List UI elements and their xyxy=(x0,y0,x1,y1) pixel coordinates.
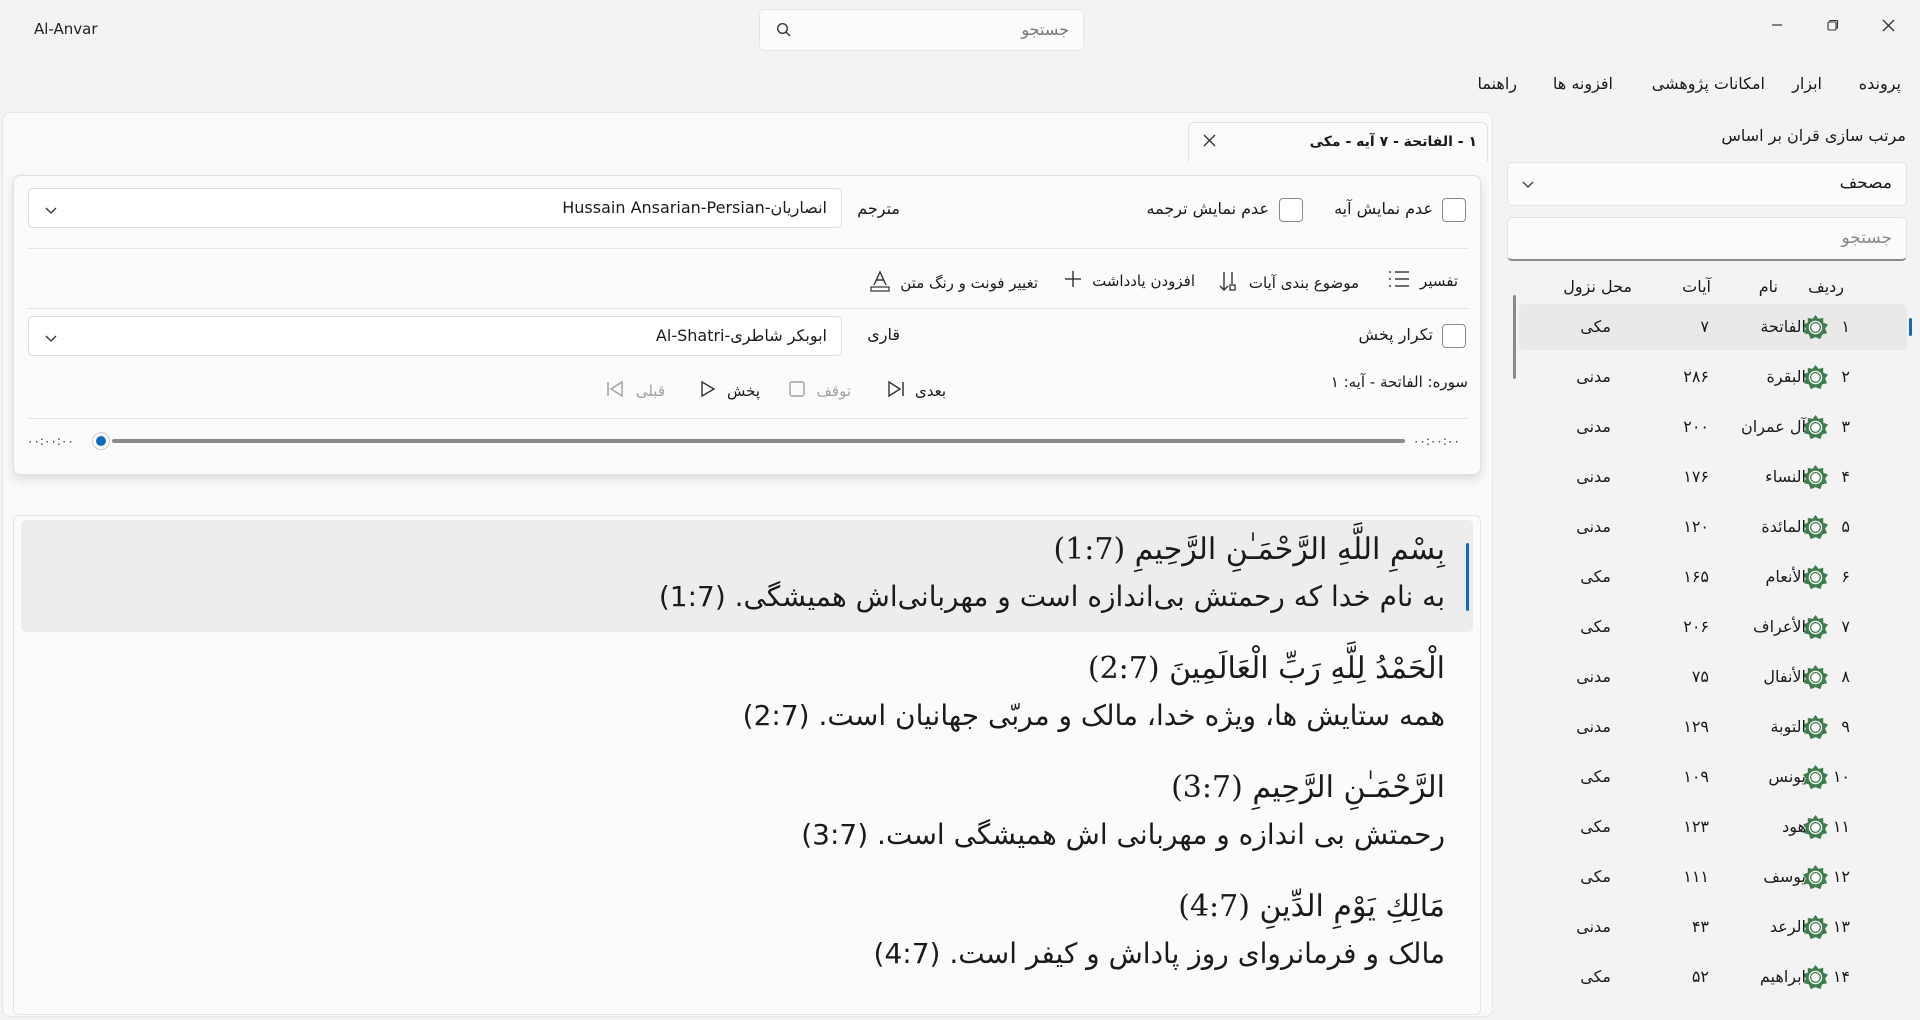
verse-item[interactable] xyxy=(21,877,1473,989)
next-label: بعدی xyxy=(914,382,946,400)
surah-search-input[interactable] xyxy=(1507,217,1907,261)
surah-row[interactable] xyxy=(1519,854,1907,900)
font-color-button[interactable] xyxy=(870,270,1038,296)
surah-ayat-count: ۱۱۱ xyxy=(1683,867,1709,886)
surah-rank: ۸ xyxy=(1841,667,1850,686)
column-header-rank[interactable]: ردیف xyxy=(1808,277,1844,296)
topics-button[interactable] xyxy=(1219,270,1359,296)
surah-ayat-count: ۲۰۰ xyxy=(1683,417,1709,436)
surah-revelation-place: مدنی xyxy=(1576,517,1611,536)
close-icon xyxy=(1882,19,1895,32)
seek-track[interactable] xyxy=(112,439,1405,443)
surah-revelation-place: مکی xyxy=(1580,567,1611,586)
sidebar-scrollbar[interactable] xyxy=(1513,295,1516,379)
surah-row[interactable] xyxy=(1519,754,1907,800)
stop-button[interactable] xyxy=(788,380,851,402)
chevron-down-icon xyxy=(45,203,57,219)
surah-revelation-place: مکی xyxy=(1580,767,1611,786)
divider xyxy=(28,418,1468,419)
surah-rank: ۱۰ xyxy=(1832,767,1850,786)
hide-ayah-checkbox[interactable] xyxy=(1442,198,1466,222)
time-elapsed: ۰۰:۰۰:۰۰ xyxy=(27,434,74,448)
topics-label: موضوع بندی آیات xyxy=(1248,274,1359,292)
surah-revelation-place: مدنی xyxy=(1576,717,1611,736)
surah-revelation-place: مدنی xyxy=(1576,417,1611,436)
surah-row[interactable] xyxy=(1519,304,1907,350)
surah-name: هود xyxy=(1782,817,1806,836)
surah-ayat-count: ۱۲۰ xyxy=(1683,517,1709,536)
surah-rank: ۳ xyxy=(1841,417,1850,436)
verse-arabic: مَالِكِ يَوْمِ الدِّينِ (4:7) xyxy=(1178,889,1445,924)
surah-emblem-icon xyxy=(1802,364,1829,391)
surah-revelation-place: مدنی xyxy=(1576,667,1611,686)
column-header-ayat[interactable]: آیات xyxy=(1682,277,1711,296)
close-tab-icon[interactable] xyxy=(1203,134,1216,151)
translator-value: انصاریان-Hussain Ansarian-Persian xyxy=(562,198,827,217)
surah-ayat-count: ۵۲ xyxy=(1691,967,1709,986)
surah-name: یوسف xyxy=(1763,867,1806,886)
surah-row[interactable] xyxy=(1519,904,1907,950)
restore-icon xyxy=(1827,19,1839,31)
play-icon xyxy=(699,380,717,402)
surah-revelation-place: مکی xyxy=(1580,317,1611,336)
sort-icon xyxy=(1219,270,1239,296)
reciter-label: قاری xyxy=(867,325,900,344)
verse-list xyxy=(13,515,1481,1015)
chevron-down-icon xyxy=(1522,177,1534,193)
surah-rank: ۹ xyxy=(1841,717,1850,736)
reciter-value: ابوبکر شاطری-Al-Shatri xyxy=(655,326,827,345)
menu-help[interactable]: راهنما xyxy=(1477,74,1517,93)
surah-rank: ۷ xyxy=(1841,617,1850,636)
add-note-button[interactable] xyxy=(1064,270,1195,292)
translator-select[interactable] xyxy=(28,188,842,228)
stop-icon xyxy=(788,380,806,402)
menu-research[interactable]: امکانات پژوهشی xyxy=(1651,74,1765,93)
surah-revelation-place: مکی xyxy=(1580,617,1611,636)
menu-plugins[interactable]: افزونه ها xyxy=(1552,74,1613,93)
verse-item[interactable] xyxy=(21,639,1473,751)
surah-name: البقرة xyxy=(1766,367,1806,386)
surah-name: المائدة xyxy=(1761,517,1806,536)
surah-rank: ۱۲ xyxy=(1832,867,1850,886)
surah-rank: ۱۱ xyxy=(1832,817,1850,836)
minimize-button[interactable] xyxy=(1757,10,1797,40)
surah-row[interactable] xyxy=(1519,604,1907,650)
surah-name: الرعد xyxy=(1769,917,1806,936)
divider xyxy=(28,248,1468,249)
surah-rank: ۱۴ xyxy=(1832,967,1850,986)
tafsir-button[interactable] xyxy=(1388,270,1458,292)
surah-revelation-place: مدنی xyxy=(1576,917,1611,936)
surah-emblem-icon xyxy=(1802,714,1829,741)
surah-emblem-icon xyxy=(1802,914,1829,941)
verse-translation: رحمتش بی اندازه و مهربانی اش همیشگی است. (3:7) xyxy=(801,818,1445,851)
verse-item[interactable] xyxy=(21,520,1473,632)
surah-emblem-icon xyxy=(1802,314,1829,341)
surah-emblem-icon xyxy=(1802,514,1829,541)
selection-indicator xyxy=(1909,318,1912,336)
previous-button[interactable] xyxy=(606,380,665,402)
surah-emblem-icon xyxy=(1802,964,1829,991)
global-search-box[interactable] xyxy=(759,9,1084,51)
surah-name: الأعراف xyxy=(1753,617,1806,636)
add-note-label: افزودن یادداشت xyxy=(1092,272,1195,290)
minimize-icon xyxy=(1771,19,1783,31)
global-search-placeholder: جستجو xyxy=(1021,20,1069,39)
surah-row[interactable] xyxy=(1519,404,1907,450)
seek-thumb[interactable] xyxy=(92,432,110,450)
sort-select-value: مصحف xyxy=(1839,173,1892,193)
verse-arabic: الْحَمْدُ لِلَّهِ رَبِّ الْعَالَمِينَ (2:7) xyxy=(1087,651,1445,686)
surah-emblem-icon xyxy=(1802,764,1829,791)
time-total: ۰۰:۰۰:۰۰ xyxy=(1413,434,1460,448)
hide-ayah-label: عدم نمایش آیه xyxy=(1334,199,1433,218)
surah-ayat-count: ۲۰۶ xyxy=(1683,617,1709,636)
surah-rank: ۱ xyxy=(1841,317,1850,336)
verse-item[interactable] xyxy=(21,758,1473,870)
surah-row[interactable] xyxy=(1519,804,1907,850)
surah-emblem-icon xyxy=(1802,564,1829,591)
verse-arabic: الرَّحْمَـٰنِ الرَّحِيمِ (3:7) xyxy=(1171,770,1445,805)
surah-row[interactable] xyxy=(1519,954,1907,1000)
surah-name: یونس xyxy=(1768,767,1806,786)
surah-emblem-icon xyxy=(1802,414,1829,441)
verse-translation: مالک و فرمانروای روز پاداش و کیفر است. (4:7) xyxy=(873,937,1445,970)
repeat-checkbox[interactable] xyxy=(1442,324,1466,348)
restore-button[interactable] xyxy=(1813,10,1853,40)
surah-name: ابراهیم xyxy=(1759,967,1806,986)
playback-status: سوره: الفاتحة - آیه: ۱ xyxy=(1330,373,1468,391)
surah-emblem-icon xyxy=(1802,614,1829,641)
tab-surah-label: ۱ - الفاتحة - ۷ آیه - مکی xyxy=(1309,134,1477,150)
surah-ayat-count: ۱۲۹ xyxy=(1683,717,1709,736)
hide-translation-label: عدم نمایش ترجمه xyxy=(1146,199,1269,218)
surah-revelation-place: مدنی xyxy=(1576,367,1611,386)
surah-row[interactable] xyxy=(1519,654,1907,700)
tab-surah[interactable] xyxy=(1188,122,1488,162)
surah-row[interactable] xyxy=(1519,704,1907,750)
app-title: Al-Anvar xyxy=(34,20,98,38)
skip-previous-icon xyxy=(606,380,626,402)
reciter-select[interactable] xyxy=(28,316,842,356)
skip-next-icon xyxy=(885,380,905,402)
surah-name: التوبة xyxy=(1770,717,1806,736)
surah-revelation-place: مکی xyxy=(1580,967,1611,986)
surah-emblem-icon xyxy=(1802,864,1829,891)
surah-ayat-count: ۱۲۳ xyxy=(1683,817,1709,836)
surah-ayat-count: ۱۰۹ xyxy=(1683,767,1709,786)
text-color-icon xyxy=(870,270,890,296)
surah-emblem-icon xyxy=(1802,464,1829,491)
surah-rank: ۵ xyxy=(1841,517,1850,536)
verse-translation: به نام خدا که رحمتش بی‌اندازه است و مهربانی‌اش همیشگی. (1:7) xyxy=(658,580,1445,613)
close-button[interactable] xyxy=(1868,10,1908,40)
surah-revelation-place: مکی xyxy=(1580,867,1611,886)
play-label: پخش xyxy=(727,382,760,400)
column-header-place[interactable]: محل نزول xyxy=(1563,277,1632,296)
hide-translation-checkbox[interactable] xyxy=(1279,198,1303,222)
font-color-label: تغییر فونت و رنگ متن xyxy=(900,274,1038,292)
translator-label: مترجم xyxy=(857,199,900,218)
surah-rank: ۲ xyxy=(1841,367,1850,386)
surah-rank: ۶ xyxy=(1841,567,1850,586)
sort-label: مرتب سازی قران بر اساس xyxy=(1721,126,1906,145)
surah-emblem-icon xyxy=(1802,814,1829,841)
search-icon xyxy=(776,22,792,42)
surah-emblem-icon xyxy=(1802,664,1829,691)
surah-row[interactable] xyxy=(1519,554,1907,600)
previous-label: قبلی xyxy=(635,382,665,400)
surah-row[interactable] xyxy=(1519,504,1907,550)
sort-select[interactable] xyxy=(1507,162,1907,206)
menu-file[interactable]: پرونده xyxy=(1858,74,1901,93)
surah-ayat-count: ۱۶۵ xyxy=(1683,567,1709,586)
surah-name: النساء xyxy=(1765,467,1806,486)
repeat-label: تکرار پخش xyxy=(1358,325,1433,344)
tafsir-label: تفسیر xyxy=(1420,272,1458,290)
verse-translation: همه ستایش ها، ویژه خدا، مالک و مربّی جهانیان است. (2:7) xyxy=(742,699,1445,732)
surah-name: الفاتحة xyxy=(1760,317,1806,336)
surah-ayat-count: ۲۸۶ xyxy=(1683,367,1709,386)
surah-row[interactable] xyxy=(1519,354,1907,400)
play-button[interactable] xyxy=(699,380,760,402)
surah-ayat-count: ۱۷۶ xyxy=(1683,467,1709,486)
surah-rank: ۴ xyxy=(1841,467,1850,486)
surah-name: آل عمران xyxy=(1741,417,1806,436)
surah-ayat-count: ۷ xyxy=(1700,317,1709,336)
surah-revelation-place: مکی xyxy=(1580,817,1611,836)
stop-label: توقف xyxy=(816,382,851,400)
menu-tools[interactable]: ابزار xyxy=(1792,74,1822,93)
surah-ayat-count: ۷۵ xyxy=(1691,667,1709,686)
surah-revelation-place: مدنی xyxy=(1576,467,1611,486)
surah-name: الأنعام xyxy=(1765,567,1806,586)
verse-arabic: بِسْمِ اللَّهِ الرَّحْمَـٰنِ الرَّحِيمِ (1:7) xyxy=(1053,532,1445,567)
surah-search-placeholder: جستجو xyxy=(1841,228,1892,248)
surah-name: الأنفال xyxy=(1763,667,1806,686)
chevron-down-icon xyxy=(45,331,57,347)
surah-row[interactable] xyxy=(1519,454,1907,500)
plus-icon xyxy=(1064,270,1082,292)
surah-rank: ۱۳ xyxy=(1832,917,1850,936)
column-header-name[interactable]: نام xyxy=(1758,277,1778,296)
selection-indicator xyxy=(1466,543,1469,611)
divider xyxy=(28,308,1468,309)
next-button[interactable] xyxy=(885,380,946,402)
list-icon xyxy=(1388,270,1410,292)
surah-ayat-count: ۴۳ xyxy=(1691,917,1709,936)
